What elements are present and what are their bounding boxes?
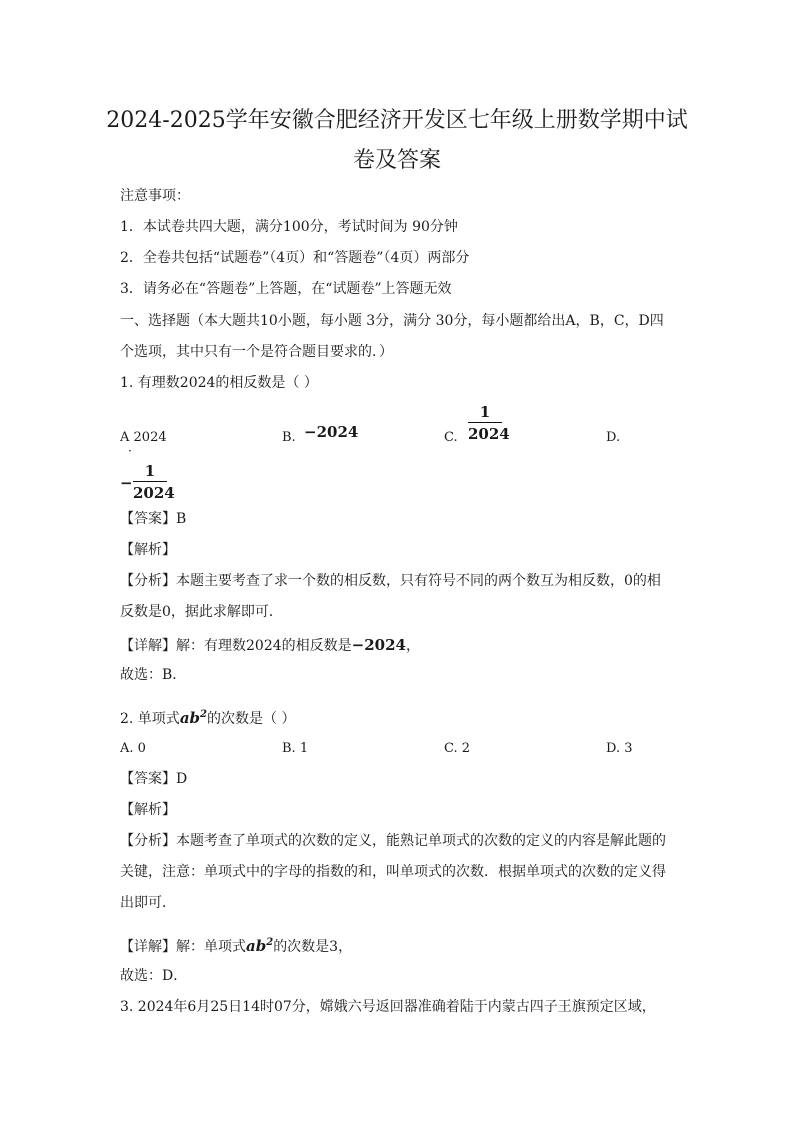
q1-detail bbox=[120, 636, 420, 655]
document-title-line2: 卷及答案 bbox=[352, 148, 441, 173]
q1-option-c-denominator: 2024 bbox=[468, 425, 510, 443]
q1-option-a-dot: · bbox=[128, 444, 132, 458]
q1-option-d-numerator: 1 bbox=[144, 462, 156, 480]
q2-analysis-heading: 【解析】 bbox=[120, 802, 176, 818]
q1-choose: 故选：B． bbox=[120, 667, 187, 683]
notice-item-1: 1．本试卷共四大题，满分100分，考试时间为 90分钟 bbox=[120, 219, 458, 235]
q1-option-d-denominator: 2024 bbox=[133, 484, 175, 502]
q2-detail bbox=[120, 934, 352, 956]
q2-analysis-line1: 【分析】本题考查了单项式的次数的定义，能熟记单项式的次数的定义的内容是解此题的 bbox=[120, 833, 666, 849]
q1-stem: 1. 有理数2024的相反数是（ ） bbox=[120, 375, 318, 391]
q2-detail-math bbox=[246, 937, 273, 955]
q2-detail-text: 【详解】解：单项式 bbox=[120, 939, 246, 955]
fraction-bar bbox=[133, 481, 167, 482]
q1-option-b-math: −2024 bbox=[304, 423, 359, 441]
q1-analysis-line2: 反数是0，据此求解即可． bbox=[120, 604, 283, 620]
q2-stem bbox=[120, 706, 295, 728]
section-1-intro-line1: 一、选择题（本大题共10小题，每小题 3分，满分 30分，每小题都给出A，B，C，D四 bbox=[120, 313, 664, 329]
section-1-intro-line2: 个选项，其中只有一个是符合题目要求的．） bbox=[120, 344, 393, 360]
q2-stem-text: 2. 单项式 bbox=[120, 711, 180, 727]
q1-detail-end: ， bbox=[405, 638, 420, 654]
q2-option-b: B. 1 bbox=[282, 741, 309, 756]
q2-option-d: D. 3 bbox=[606, 741, 633, 756]
q1-option-a: A 2024 bbox=[120, 430, 167, 445]
document-title-line1: 2024-2025学年安徽合肥经济开发区七年级上册数学期中试 bbox=[106, 108, 688, 133]
q2-analysis-line3: 出即可． bbox=[120, 895, 176, 911]
notice-item-2: 2．全卷共包括“试题卷”（4页）和“答题卷”（4页）两部分 bbox=[120, 250, 470, 266]
q2-stem-math-exponent: 2 bbox=[200, 709, 207, 720]
notice-heading: 注意事项： bbox=[120, 188, 190, 204]
notice-item-3: 3．请务必在“答题卷”上答题，在“试题卷”上答题无效 bbox=[120, 281, 452, 297]
q1-analysis-heading: 【解析】 bbox=[120, 542, 176, 558]
fraction-bar bbox=[468, 422, 502, 423]
q1-detail-math: −2024 bbox=[351, 636, 406, 654]
q1-option-d-sign: − bbox=[120, 474, 133, 492]
q2-detail-math-exponent: 2 bbox=[266, 937, 274, 948]
q1-option-c-label: C. bbox=[444, 430, 458, 445]
q2-answer: 【答案】D bbox=[120, 771, 188, 787]
q2-option-c: C. 2 bbox=[444, 741, 471, 756]
q1-option-b-label: B. bbox=[282, 430, 296, 445]
q2-stem-math bbox=[180, 709, 207, 727]
q2-choose: 故选：D． bbox=[120, 968, 188, 984]
q1-option-d-label: D. bbox=[606, 430, 621, 445]
q1-option-c-numerator: 1 bbox=[479, 403, 491, 421]
q2-stem-end: 的次数是（ ） bbox=[207, 711, 296, 727]
q1-option-c-fraction bbox=[468, 403, 510, 443]
q2-detail-end: 的次数是3， bbox=[273, 939, 353, 955]
q3-stem: 3. 2024年6月25日14时07分，嫦娥六号返回器准确着陆于内蒙古四子王旗预定区域， bbox=[120, 999, 656, 1015]
q2-option-a: A. 0 bbox=[120, 741, 146, 756]
q1-answer: 【答案】B bbox=[120, 511, 187, 527]
q2-analysis-line2: 关键，注意：单项式中的字母的指数的和，叫单项式的次数．根据单项式的次数的定义得 bbox=[120, 864, 666, 880]
q1-analysis-line1: 【分析】本题主要考查了求一个数的相反数，只有符号不同的两个数互为相反数，0的相 bbox=[120, 573, 661, 589]
q2-detail-math-base: ab bbox=[246, 937, 267, 955]
q1-option-d-fraction bbox=[133, 462, 175, 502]
q1-detail-text: 【详解】解：有理数2024的相反数是 bbox=[120, 638, 352, 654]
q2-stem-math-base: ab bbox=[179, 709, 201, 727]
